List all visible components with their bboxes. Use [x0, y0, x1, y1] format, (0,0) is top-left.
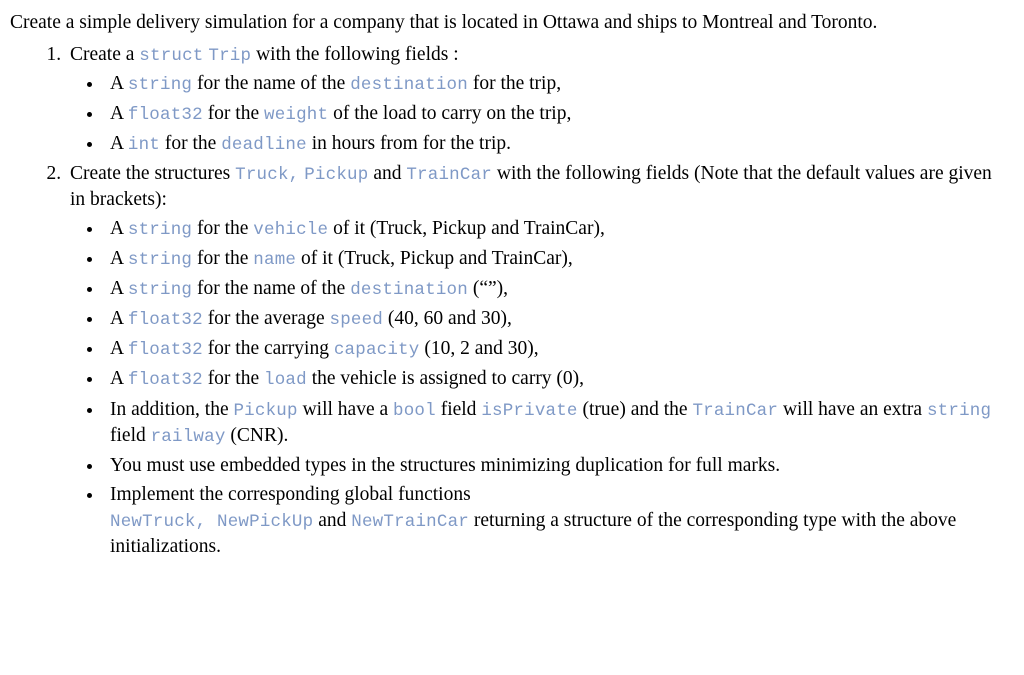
- text-run: (40, 60 and 30),: [383, 308, 512, 330]
- bullet-rich-text: [110, 103, 571, 124]
- code-token: string: [926, 400, 992, 421]
- text-run: for the: [160, 133, 222, 155]
- code-token: float32: [127, 340, 203, 361]
- text-run: with the following fields (Note that the default values are given in brackets):: [70, 163, 992, 211]
- item-1-bullets: [70, 71, 1010, 157]
- code-token: TrainCar: [406, 165, 492, 186]
- text-run: (“”),: [467, 278, 509, 300]
- text-run: A: [110, 338, 128, 360]
- code-token: string: [127, 74, 193, 95]
- bullet-rich-text: [110, 308, 512, 329]
- text-run: (true) and the: [577, 398, 693, 420]
- intro-paragraph: Create a simple delivery simulation for a company that is located in Ottawa and ships to Montreal and Toronto.: [10, 12, 878, 33]
- item-1-lead: [70, 42, 1010, 68]
- text-run: returning a structure of the corresponding type with the above initializations.: [110, 510, 957, 558]
- code-token: isPrivate: [481, 400, 578, 421]
- text-run: in hours from for the trip.: [306, 133, 511, 155]
- text-run: A: [110, 368, 128, 390]
- code-token: Truck,: [235, 165, 300, 186]
- text-run: field: [435, 398, 482, 420]
- text-run: A: [110, 248, 128, 270]
- text-run: and: [368, 163, 407, 185]
- bullet-rich-text: [110, 73, 561, 94]
- code-token: name: [253, 250, 297, 271]
- code-token: NewTruck, NewPickUp: [110, 512, 314, 533]
- list-item: [104, 101, 1010, 127]
- text-run: and: [313, 510, 352, 532]
- text-run: will have a: [297, 398, 394, 420]
- code-token: deadline: [221, 135, 307, 156]
- text-run: A: [110, 278, 128, 300]
- list-item: [104, 276, 1010, 302]
- list-item: [104, 482, 1010, 560]
- text-run: for the name of the: [192, 72, 351, 94]
- list-item: [104, 131, 1010, 157]
- instruction-item-1: [66, 42, 1010, 157]
- list-item: [104, 453, 1010, 479]
- item-1-lead-after: with the following fields :: [251, 43, 459, 65]
- text-run: for the: [192, 217, 254, 239]
- text-run: A: [110, 217, 128, 239]
- list-item: [104, 306, 1010, 332]
- text-run: (10, 2 and 30),: [419, 338, 539, 360]
- item-2-bullets: [70, 216, 1010, 560]
- bullet-rich-text: [110, 278, 508, 299]
- code-token: railway: [150, 426, 226, 447]
- bullet-rich-text: [110, 399, 991, 446]
- code-token: speed: [329, 310, 384, 331]
- bullet-rich-text: [110, 133, 511, 154]
- text-run: Implement the corresponding global functions: [110, 484, 471, 506]
- code-token: float32: [127, 104, 203, 125]
- code-token: string: [127, 219, 193, 240]
- text-run: for the name of the: [192, 278, 351, 300]
- list-item: [104, 216, 1010, 242]
- list-item: [104, 397, 1010, 449]
- code-token: load: [264, 370, 307, 391]
- text-run: A: [110, 102, 128, 124]
- text-run: (CNR).: [225, 424, 289, 446]
- code-token: Pickup: [304, 165, 369, 186]
- list-item: [104, 366, 1010, 392]
- bullet-rich-text: [110, 484, 956, 557]
- code-token: string: [127, 250, 193, 271]
- text-run: A: [110, 308, 128, 330]
- text-run: for the carrying: [202, 338, 334, 360]
- code-token: NewTrainCar: [351, 512, 469, 533]
- code-token: int: [127, 135, 160, 156]
- list-item: [104, 246, 1010, 272]
- list-item: [104, 336, 1010, 362]
- text-run: In addition, the: [110, 398, 234, 420]
- item-2-lead: [70, 161, 1010, 213]
- code-token: capacity: [333, 340, 420, 361]
- bullet-rich-text: [110, 248, 573, 269]
- text-run: for the trip,: [467, 72, 562, 94]
- code-token: Pickup: [233, 400, 298, 421]
- text-run: of it (Truck, Pickup and TrainCar),: [328, 217, 605, 239]
- code-token: float32: [127, 310, 203, 331]
- text-run: will have an extra: [778, 398, 927, 420]
- instruction-list: [10, 42, 1010, 560]
- text-run: A: [110, 133, 128, 155]
- instruction-item-2: [66, 161, 1010, 560]
- code-token: string: [127, 280, 193, 301]
- text-run: of the load to carry on the trip,: [328, 102, 572, 124]
- text-run: A: [110, 72, 128, 94]
- bullet-rich-text: [110, 455, 780, 476]
- bullet-rich-text: [110, 218, 605, 239]
- text-run: of it (Truck, Pickup and TrainCar),: [296, 248, 573, 270]
- bullet-rich-text: [110, 338, 539, 359]
- text-run: for the: [192, 248, 254, 270]
- text-run: You must use embedded types in the structures minimizing duplication for full marks.: [110, 454, 781, 476]
- code-token: bool: [393, 400, 436, 421]
- code-token: destination: [350, 280, 468, 301]
- code-token: TrainCar: [692, 400, 779, 421]
- text-run: for the: [202, 102, 264, 124]
- code-token: vehicle: [253, 219, 329, 240]
- code-token: destination: [350, 74, 468, 95]
- text-run: the vehicle is assigned to carry (0),: [306, 368, 585, 390]
- text-run: for the: [202, 368, 264, 390]
- bullet-rich-text: [110, 368, 584, 389]
- list-item: [104, 71, 1010, 97]
- text-run: Create the structures: [70, 163, 236, 185]
- code-token: weight: [264, 104, 329, 125]
- text-run: field: [110, 424, 151, 446]
- code-token: float32: [127, 370, 203, 391]
- item-1-code-trip: Trip: [208, 45, 252, 66]
- item-1-code-struct: struct: [139, 45, 204, 66]
- item-1-lead-before: Create a: [70, 43, 140, 65]
- text-run: for the average: [202, 308, 330, 330]
